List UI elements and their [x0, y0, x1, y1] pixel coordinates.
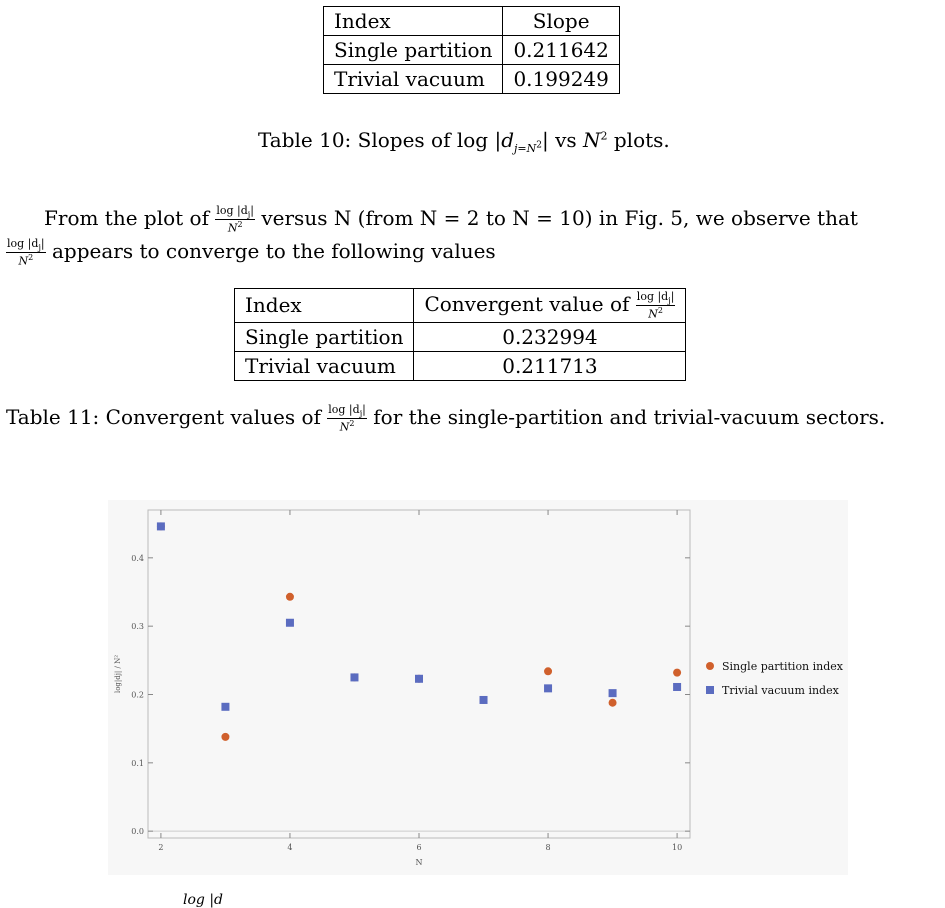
- fraction-sup: 2: [28, 253, 34, 263]
- fraction-sub: j: [668, 296, 671, 306]
- table-header-row: [235, 289, 686, 323]
- table-header-index: Index: [324, 7, 503, 36]
- table-10: [323, 6, 620, 94]
- paragraph-text: versus N (from N = 2 to N = 10) in Fig. 5, we observe that: [255, 205, 858, 230]
- fraction-numerator: log |d: [7, 236, 39, 250]
- fraction-bar: |: [362, 403, 366, 416]
- fraction-denominator: N: [339, 420, 350, 434]
- fraction-numerator: log |d: [636, 290, 669, 303]
- fraction-sup: 2: [237, 220, 243, 230]
- data-point-trivial-vacuum: [221, 703, 229, 711]
- y-tick-label: 0.1: [131, 758, 144, 768]
- caption-text: Table 11: Convergent values of: [6, 404, 321, 429]
- table-cell: Single partition: [235, 322, 414, 351]
- table-row: [235, 322, 686, 351]
- fraction: [327, 404, 367, 433]
- table-cell: 0.199249: [503, 65, 619, 94]
- legend-label: Trivial vacuum index: [722, 684, 839, 697]
- y-tick-label: 0.0: [131, 827, 144, 837]
- figure-caption-fragment: [183, 892, 223, 908]
- x-tick-label: 6: [416, 843, 422, 852]
- scatter-plot-svg: [108, 500, 848, 875]
- table-11: [234, 288, 686, 381]
- caption-text: plots.: [607, 128, 670, 152]
- caption-text: | vs: [542, 128, 584, 152]
- caption-var: d: [501, 128, 514, 152]
- caption-sub-sup: 2: [536, 140, 542, 151]
- data-point-single-partition: [609, 699, 617, 707]
- data-point-single-partition: [673, 669, 681, 677]
- fraction-sub: j: [359, 409, 363, 419]
- y-tick-label: 0.4: [131, 553, 144, 563]
- caption-fragment-text: log |d: [183, 892, 223, 908]
- table-row: [235, 351, 686, 380]
- paragraph-line-2: [6, 238, 938, 267]
- fraction: [636, 291, 676, 320]
- x-tick-label: 10: [672, 843, 683, 852]
- table-row: [324, 65, 620, 94]
- y-axis-label: log|dj| / N²: [114, 654, 122, 694]
- x-tick-label: 2: [158, 843, 164, 852]
- legend-marker-square: [706, 686, 714, 694]
- fraction-bar: |: [40, 236, 45, 250]
- y-tick-label: 0.2: [131, 690, 144, 700]
- table-10-caption: [258, 128, 670, 155]
- caption-text: for the single-partition and trivial-vacuum sectors.: [366, 404, 886, 429]
- data-point-single-partition: [221, 733, 229, 741]
- caption-sup: 2: [600, 129, 608, 143]
- table-header-slope: Slope: [503, 7, 619, 36]
- paragraph-line-1: [6, 205, 938, 234]
- header-text: Convergent value of: [424, 291, 630, 316]
- data-point-trivial-vacuum: [609, 689, 617, 697]
- table-cell: 0.211713: [414, 351, 686, 380]
- legend-marker-circle: [706, 662, 714, 670]
- legend-label: Single partition index: [722, 660, 843, 673]
- fraction-sub: j: [38, 243, 41, 253]
- data-point-single-partition: [286, 593, 294, 601]
- paragraph-text: From the plot of: [44, 205, 209, 230]
- caption-sub: j=N: [514, 142, 537, 155]
- fraction-sub: j: [247, 210, 251, 220]
- table-cell: Trivial vacuum: [235, 351, 414, 380]
- data-point-trivial-vacuum: [350, 673, 358, 681]
- fraction-numerator: log |d: [328, 403, 360, 416]
- data-point-trivial-vacuum: [286, 619, 294, 627]
- data-point-single-partition: [544, 667, 552, 675]
- paragraph-text: appears to converge to the following values: [45, 238, 496, 263]
- table-row: [324, 36, 620, 65]
- fraction-bar: |: [670, 290, 675, 303]
- fraction-denominator: N: [18, 254, 29, 268]
- scatter-plot: [108, 500, 848, 875]
- table-cell: 0.232994: [414, 322, 686, 351]
- table-cell: Single partition: [324, 36, 503, 65]
- y-tick-label: 0.3: [131, 622, 144, 632]
- x-tick-label: 8: [545, 843, 551, 852]
- fraction-sup: 2: [349, 419, 355, 429]
- data-point-trivial-vacuum: [415, 675, 423, 683]
- fraction-numerator: log |d: [216, 204, 248, 217]
- table-cell: 0.211642: [503, 36, 619, 65]
- data-point-trivial-vacuum: [480, 696, 488, 704]
- table-11-caption: [6, 404, 885, 433]
- fraction-sup: 2: [657, 306, 663, 316]
- table-header-row: [324, 7, 620, 36]
- fraction-denominator: N: [227, 221, 238, 235]
- table-header-value: [414, 289, 686, 323]
- fraction-bar: |: [250, 204, 254, 217]
- fraction-denominator: N: [648, 307, 658, 321]
- data-point-trivial-vacuum: [673, 683, 681, 691]
- plot-frame: [148, 510, 690, 838]
- table-header-index: Index: [235, 289, 414, 323]
- fraction: [6, 238, 46, 267]
- fraction: [215, 205, 255, 234]
- data-point-trivial-vacuum: [157, 522, 165, 530]
- table-cell: Trivial vacuum: [324, 65, 503, 94]
- x-axis-label: N: [415, 858, 423, 867]
- caption-var: N: [583, 128, 601, 152]
- data-point-trivial-vacuum: [544, 684, 552, 692]
- x-tick-label: 4: [287, 843, 293, 852]
- body-paragraph: [6, 205, 938, 267]
- caption-text: Table 10: Slopes of log |: [258, 128, 502, 152]
